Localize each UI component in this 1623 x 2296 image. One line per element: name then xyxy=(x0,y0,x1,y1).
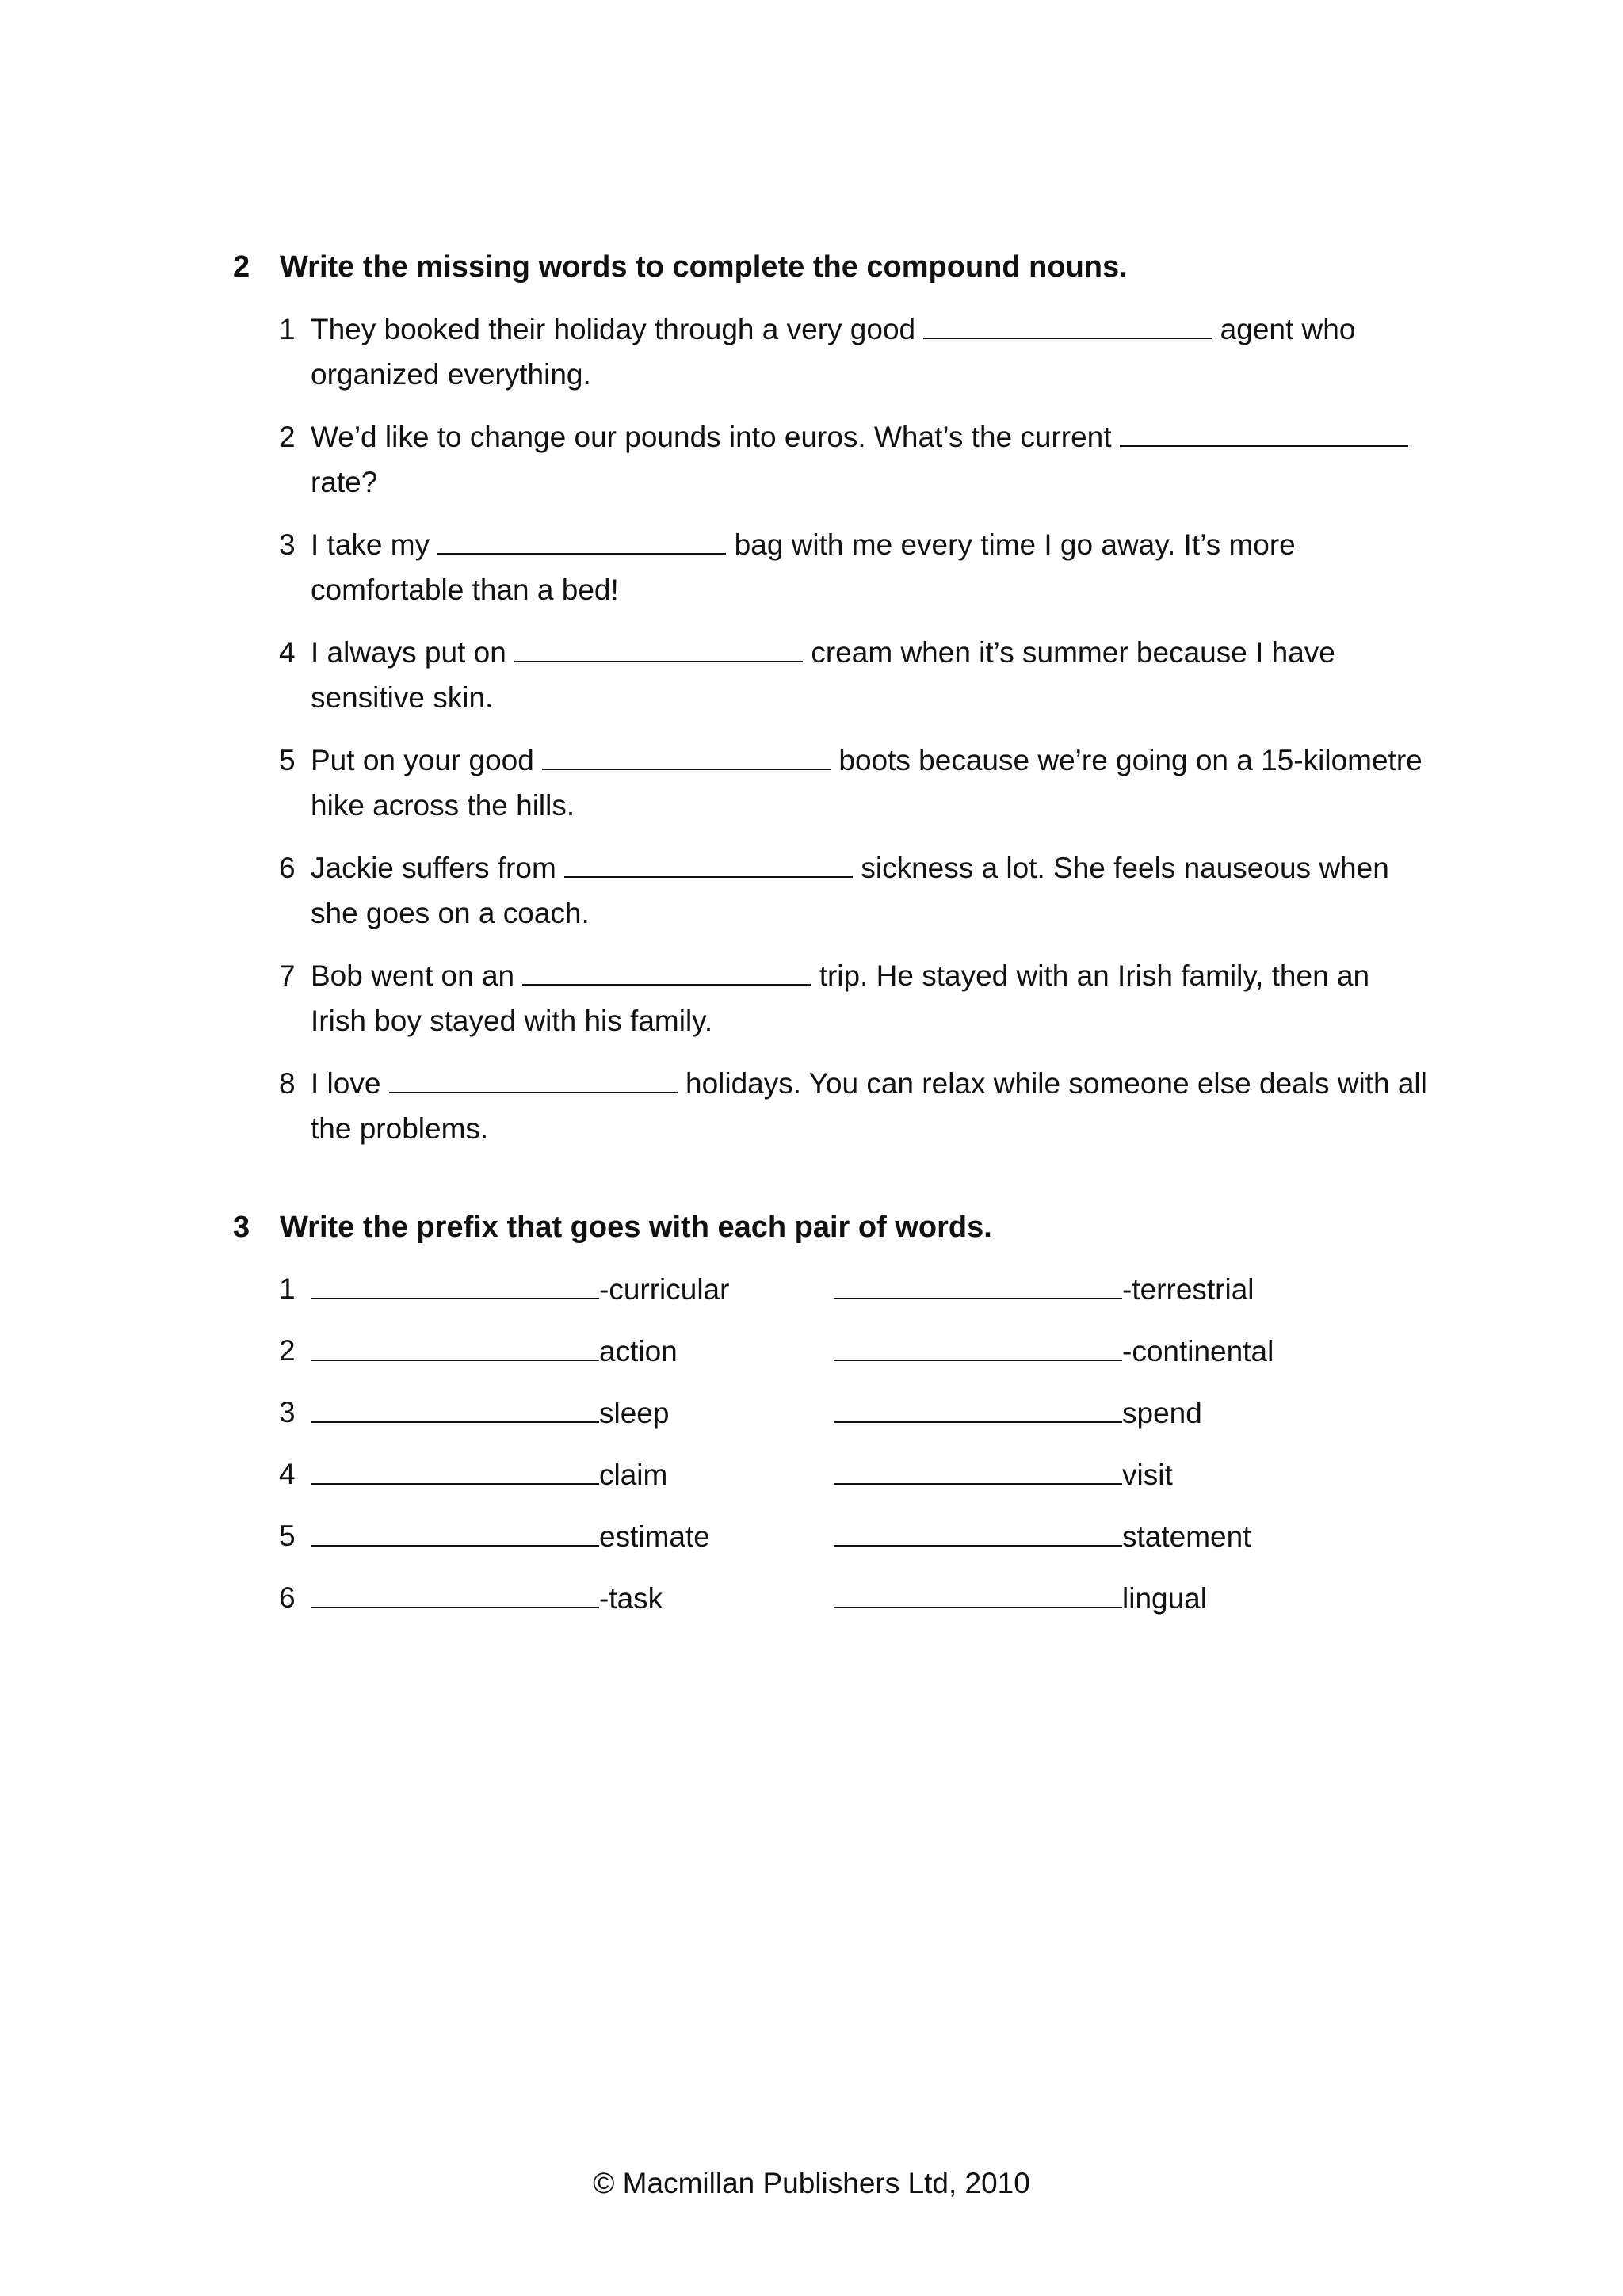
word-right: statement xyxy=(1122,1520,1251,1553)
row-number: 4 xyxy=(279,1458,296,1490)
item-number: 8 xyxy=(279,1067,296,1100)
section-3-number: 3 xyxy=(233,1211,250,1244)
section-3-title: Write the prefix that goes with each pair of words. xyxy=(280,1211,992,1244)
item-number: 4 xyxy=(279,636,296,669)
row-number: 1 xyxy=(279,1272,296,1305)
word-left: -task xyxy=(599,1582,663,1615)
word-left: action xyxy=(599,1335,678,1367)
prefix-blank-left[interactable] xyxy=(311,1459,599,1485)
row-number: 2 xyxy=(279,1334,296,1367)
item-number: 7 xyxy=(279,959,296,992)
item-number: 5 xyxy=(279,744,296,776)
item-text: Put on your good boots because we’re going on a 15-kilometre hike across the hills. xyxy=(311,744,1423,822)
prefix-blank-right[interactable] xyxy=(834,1459,1122,1485)
item-text: We’d like to change our pounds into euros. What’s the current rate? xyxy=(311,414,1428,505)
word-left: estimate xyxy=(599,1520,710,1553)
answer-blank[interactable] xyxy=(522,960,811,986)
row-number: 6 xyxy=(279,1581,296,1614)
answer-blank[interactable] xyxy=(923,314,1212,339)
answer-blank[interactable] xyxy=(437,529,726,555)
item-text: I always put on cream when it’s summer because I have sensitive skin. xyxy=(311,636,1335,714)
answer-blank[interactable] xyxy=(389,1068,678,1093)
word-right: visit xyxy=(1122,1459,1173,1491)
answer-blank[interactable] xyxy=(1120,421,1408,447)
answer-blank[interactable] xyxy=(564,852,853,878)
section-2-title: Write the missing words to complete the compound nouns. xyxy=(280,250,1128,284)
prefix-blank-left[interactable] xyxy=(311,1336,599,1361)
row-number: 5 xyxy=(279,1520,296,1552)
word-left: claim xyxy=(599,1459,668,1491)
item-number: 3 xyxy=(279,528,296,561)
word-left: -curricular xyxy=(599,1273,730,1306)
word-right: -terrestrial xyxy=(1122,1273,1254,1306)
item-text: I love holidays. You can relax while someone else deals with all the problems. xyxy=(311,1067,1427,1145)
word-right: spend xyxy=(1122,1397,1202,1429)
prefix-blank-right[interactable] xyxy=(834,1336,1122,1361)
prefix-blank-right[interactable] xyxy=(834,1521,1122,1547)
copyright-footer: © Macmillan Publishers Ltd, 2010 xyxy=(593,2167,1030,2199)
prefix-blank-left[interactable] xyxy=(311,1274,599,1299)
item-number: 2 xyxy=(279,421,296,453)
prefix-blank-left[interactable] xyxy=(311,1521,599,1547)
row-number: 3 xyxy=(279,1396,296,1428)
item-text: Bob went on an trip. He stayed with an Irish family, then an Irish boy stayed with his family. xyxy=(311,959,1370,1037)
item-number: 1 xyxy=(279,313,296,345)
prefix-blank-right[interactable] xyxy=(834,1274,1122,1299)
item-text: Jackie suffers from sickness a lot. She feels nauseous when she goes on a coach. xyxy=(311,852,1389,929)
section-2-number: 2 xyxy=(233,250,250,284)
prefix-blank-left[interactable] xyxy=(311,1583,599,1608)
prefix-blank-right[interactable] xyxy=(834,1583,1122,1608)
item-number: 6 xyxy=(279,852,296,884)
word-left: sleep xyxy=(599,1397,670,1429)
prefix-blank-right[interactable] xyxy=(834,1398,1122,1423)
item-text: They booked their holiday through a very good agent who organized everything. xyxy=(311,313,1356,391)
answer-blank[interactable] xyxy=(514,637,803,662)
prefix-blank-left[interactable] xyxy=(311,1398,599,1423)
word-right: lingual xyxy=(1122,1582,1207,1615)
item-text: I take my bag with me every time I go away. It’s more comfortable than a bed! xyxy=(311,528,1296,606)
word-right: -continental xyxy=(1122,1335,1274,1367)
answer-blank[interactable] xyxy=(542,745,831,770)
